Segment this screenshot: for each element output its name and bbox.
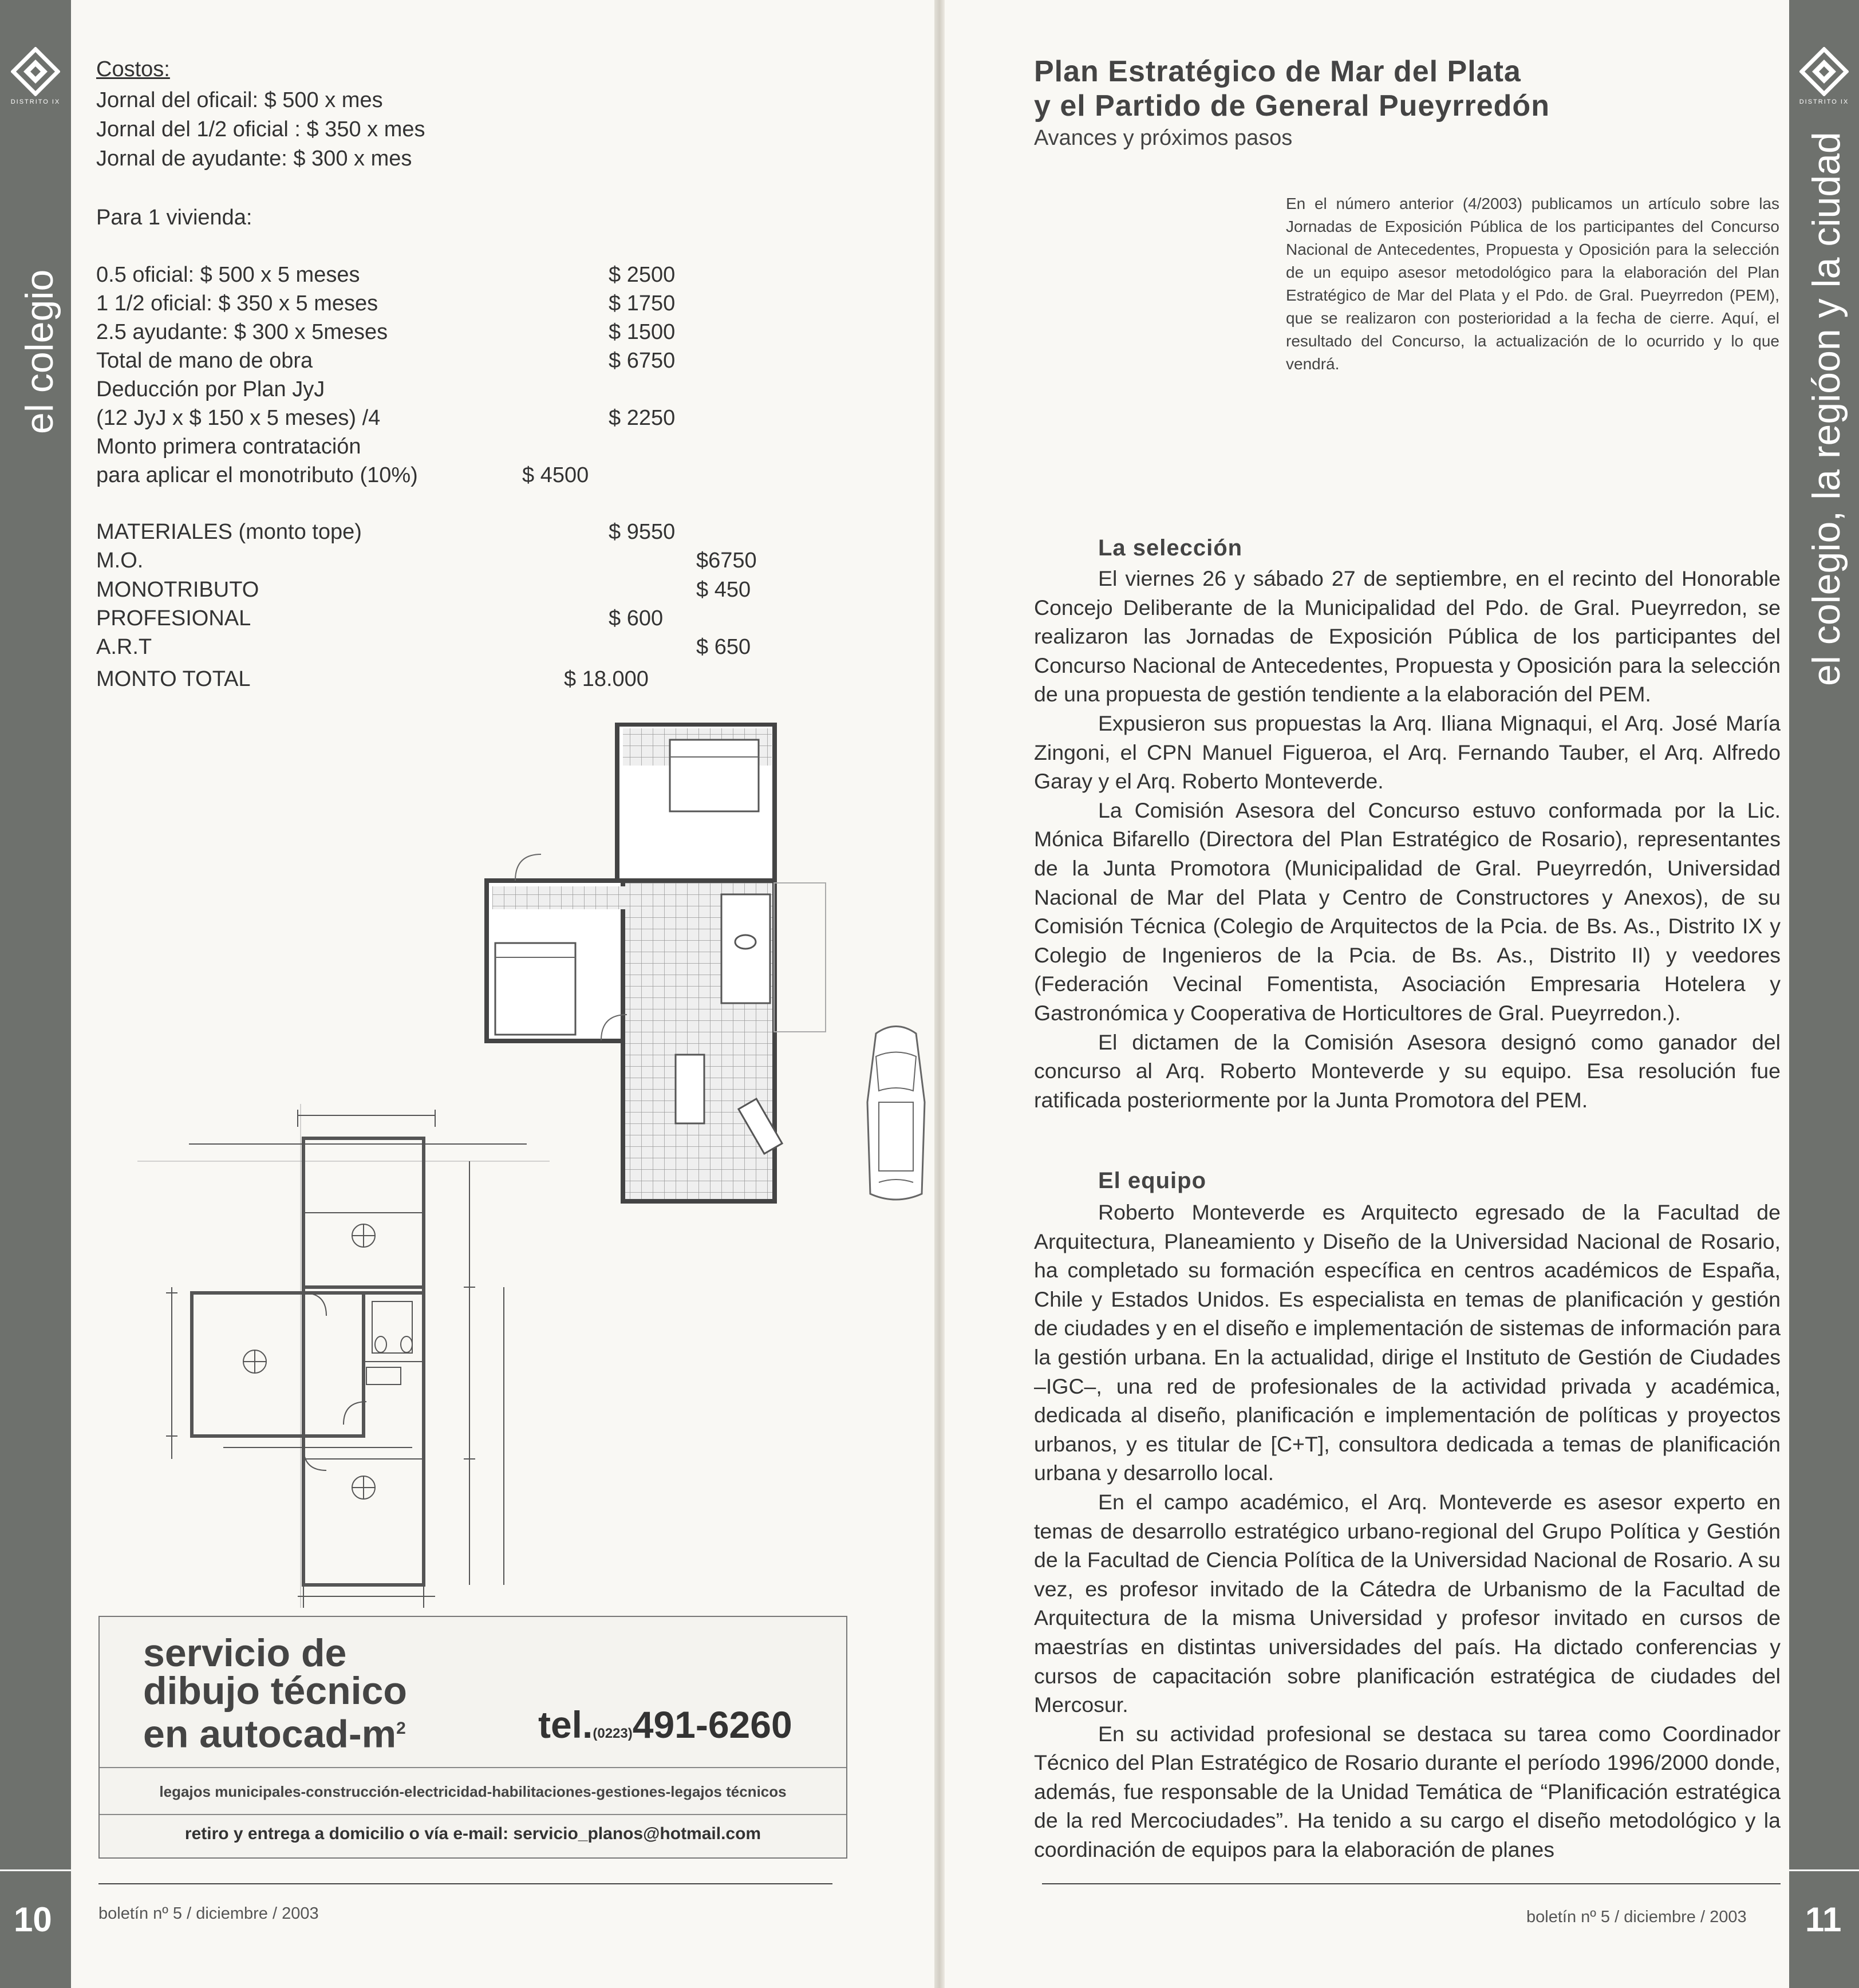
distrito-logo-icon — [11, 47, 60, 96]
summary-amount: $ 9550 — [609, 520, 676, 544]
footer-rule — [1042, 1883, 1781, 1884]
section-vertical-label: el colegio — [18, 269, 61, 434]
right-side-strip — [1789, 0, 1859, 1988]
cost-row-label: Deducción por Plan JyJ — [96, 377, 325, 401]
summary-amount: $ 600 — [609, 606, 664, 630]
ad-tel-number: 491-6260 — [632, 1703, 792, 1746]
cost-row-label: 0.5 oficial: $ 500 x 5 meses — [96, 263, 360, 287]
ad-divider — [100, 1767, 846, 1768]
distrito-logo-icon — [1799, 47, 1849, 96]
ad-tel-area: (0223) — [593, 1726, 633, 1741]
summary-label: A.R.T — [96, 635, 152, 659]
section-heading: El equipo — [1098, 1168, 1206, 1193]
cost-row-amount: $ 4500 — [522, 463, 589, 487]
costos-heading: Costos: — [96, 57, 170, 81]
logo-text: DISTRITO IX — [10, 98, 61, 105]
body-paragraph: El viernes 26 y sábado 27 de septiembre, en el recinto del Honorable Concejo Deliberante de la Municipalidad del Pdo. de Gral. Pueyrredon, se realizaron las Jornadas de Exposición Pública de los participantes del Concurso Nacional de Antecedentes, Propuesta y Oposición para la selección de una propuesta de gestión tendiente a la elaboración del PEM. — [1034, 566, 1781, 707]
cost-row-amount: $ 2250 — [609, 406, 676, 430]
summary-label: PROFESIONAL — [96, 606, 251, 630]
cost-row-amount: $ 2500 — [609, 263, 676, 287]
article-title-line: y el Partido de General Pueyrredón — [1034, 89, 1550, 123]
article-lead: En el número anterior (4/2003) publicamos un artículo sobre las Jornadas de Exposición Pública de los participantes del Concurso Nacional de Antecedentes, Propuesta y Oposición para la selección de un equipo asesor metodológico para la elaboración del Plan Estratégico de Mar del Plata y el Pdo. de Gral. Pueyrredon (PEM), que se realizaron con posterioridad a la fecha de cierre. Aquí, el resultado del Concurso, la actualización de lo ocurrido y lo que vendrá. — [1286, 195, 1779, 373]
section-heading: La selección — [1098, 535, 1243, 561]
ad-tel-prefix: tel. — [538, 1703, 593, 1746]
autocad-service-ad — [98, 1616, 847, 1859]
page-number-rule — [0, 1869, 71, 1871]
cost-row-label: Total de mano de obra — [96, 349, 313, 373]
cost-row-amount: $ 6750 — [609, 349, 676, 373]
ad-divider — [100, 1814, 846, 1815]
section-body — [1034, 564, 1781, 1114]
summary-label: MONTO TOTAL — [96, 667, 251, 691]
ad-title-line: servicio de — [143, 1631, 347, 1675]
jornal-line: Jornal de ayudante: $ 300 x mes — [96, 147, 412, 171]
footer-rule — [98, 1883, 832, 1884]
footer-text: boletín nº 5 / diciembre / 2003 — [98, 1904, 319, 1923]
distrito-logo — [1793, 47, 1856, 105]
summary-label: MATERIALES (monto tope) — [96, 520, 362, 544]
body-paragraph: Expusieron sus propuestas la Arq. Iliana Mignaqui, el Arq. José María Zingoni, el CPN Manuel Figueroa, el Arq. Fernando Tauber, el Arq. Alfredo Garay y el Arq. Roberto Monteverde. — [1034, 711, 1781, 794]
floor-plan-technical — [137, 1104, 550, 1608]
footer-text: boletín nº 5 / diciembre / 2003 — [1526, 1908, 1747, 1926]
body-paragraph: En su actividad profesional se destaca su tarea como Coordinador Técnico del Plan Estratégico de Rosario durante el período 1996/2000 donde, además, fue responsable de la Unidad Temática de “Planificación estratégica de la red Mercociudades”. Ha tenido a su cargo el diseño metodológico y la coordinación de equipos para la elaboración de planes — [1034, 1721, 1781, 1862]
article-subtitle: Avances y próximos pasos — [1034, 126, 1293, 150]
page-number: 10 — [14, 1900, 52, 1939]
ad-title-text: en autocad-m — [143, 1712, 397, 1756]
ad-title — [143, 1631, 407, 1756]
section-body — [1034, 1198, 1781, 1864]
ad-title-line — [143, 1710, 407, 1756]
summary-amount: $ 18.000 — [564, 667, 649, 691]
summary-label: MONOTRIBUTO — [96, 578, 259, 602]
body-paragraph: En el campo académico, el Arq. Monteverde es asesor experto en temas de desarrollo estratégico urbano-regional del Grupo Política y Gestión de la Facultad de Ciencia Política de la Universidad Nacional de Rosario. A su vez, es profesor invitado de la Cátedra de Urbanismo de la Facultad de Arquitectura de la misma Universidad y profesor invitado en cursos de maestrías en distintas universidades del país. Ha dictado conferencias y cursos de capacitación sobre planificación estratégica de ciudades del Mercosur. — [1034, 1489, 1781, 1717]
distrito-logo — [4, 47, 67, 105]
cost-row-amount: $ 1500 — [609, 320, 676, 344]
summary-amount: $ 650 — [696, 635, 751, 659]
cost-row-amount: $ 1750 — [609, 291, 676, 315]
cost-row-label: (12 JyJ x $ 150 x 5 meses) /4 — [96, 406, 381, 430]
ad-telephone — [538, 1703, 792, 1746]
page-number: 11 — [1805, 1900, 1842, 1939]
car-drawing — [853, 1022, 939, 1205]
ad-contact: retiro y entrega a domicilio o vía e-mail: servicio_planos@hotmail.com — [184, 1824, 761, 1843]
body-paragraph: Roberto Monteverde es Arquitecto egresado de la Facultad de Arquitectura, Planeamiento y Diseño de la Universidad Nacional de Rosario, ha completado su formación específica en centros académicos de España, Chile y Estados Unidos. Es especialista en temas de planificación y gestión de ciudades y en el diseño e implementación de sistemas de información para la gestión urbana. En la actualidad, dirige el Instituto de Gestión de Ciudades –IGC–, una red de profesionales de la actividad privada y académica, dedicada al diseño, planificación e implementación de políticas y proyectos urbanos, y es titular de [C+T], consultora dedicada a temas de planificación urbana y desarrollo local. — [1034, 1200, 1781, 1485]
jornal-line: Jornal del oficail: $ 500 x mes — [96, 88, 383, 112]
cost-row-label: 2.5 ayudante: $ 300 x 5meses — [96, 320, 388, 344]
section-vertical-label: el colegio, la regióon y la ciudad — [1805, 132, 1848, 686]
para-label: Para 1 vivienda: — [96, 206, 252, 230]
logo-text: DISTRITO IX — [1799, 98, 1849, 105]
page-number-rule — [1789, 1869, 1859, 1871]
ad-services: legajos municipales-construcción-electricidad-habilitaciones-gestiones-legajos técnicos — [159, 1783, 787, 1800]
article-title — [1034, 54, 1550, 123]
left-side-strip — [0, 0, 71, 1988]
cost-row-label: Monto primera contratación — [96, 435, 361, 459]
jornal-line: Jornal del 1/2 oficial : $ 350 x mes — [96, 117, 425, 141]
body-paragraph: La Comisión Asesora del Concurso estuvo conformada por la Lic. Mónica Bifarello (Directora del Plan Estratégico de Rosario), representantes de la Junta Promotora (Municipalidad de Gral. Pueyrredón, Universidad Nacional de Mar del Plata y Centro de Constructores y Anexos), de su Comisión Técnica (Colegio de Arquitectos de la Pcia. de Bs. As., Distrito IX y Colegio de Ingenieros de la Pcia. de Bs. As., Distrito II) y veedores (Federación Vecinal Fomentista, Asociación Empresaria Hotelera y Gastronómica y Cooperativa de Horticultores de Gral. Pueyrredon.). — [1034, 798, 1781, 1025]
ad-title-line: dibujo técnico — [143, 1669, 407, 1713]
cost-row-label: 1 1/2 oficial: $ 350 x 5 meses — [96, 291, 378, 315]
ad-superscript: 2 — [396, 1719, 406, 1738]
summary-label: M.O. — [96, 549, 144, 573]
summary-amount: $6750 — [696, 549, 757, 573]
summary-amount: $ 450 — [696, 578, 751, 602]
cost-row-label: para aplicar el monotributo (10%) — [96, 463, 418, 487]
article-title-line: Plan Estratégico de Mar del Plata — [1034, 55, 1521, 88]
body-paragraph: El dictamen de la Comisión Asesora designó como ganador del concurso al Arq. Roberto Monteverde y su equipo. Esa resolución fue ratificada posteriormente por la Junta Promotora del PEM. — [1034, 1030, 1781, 1112]
